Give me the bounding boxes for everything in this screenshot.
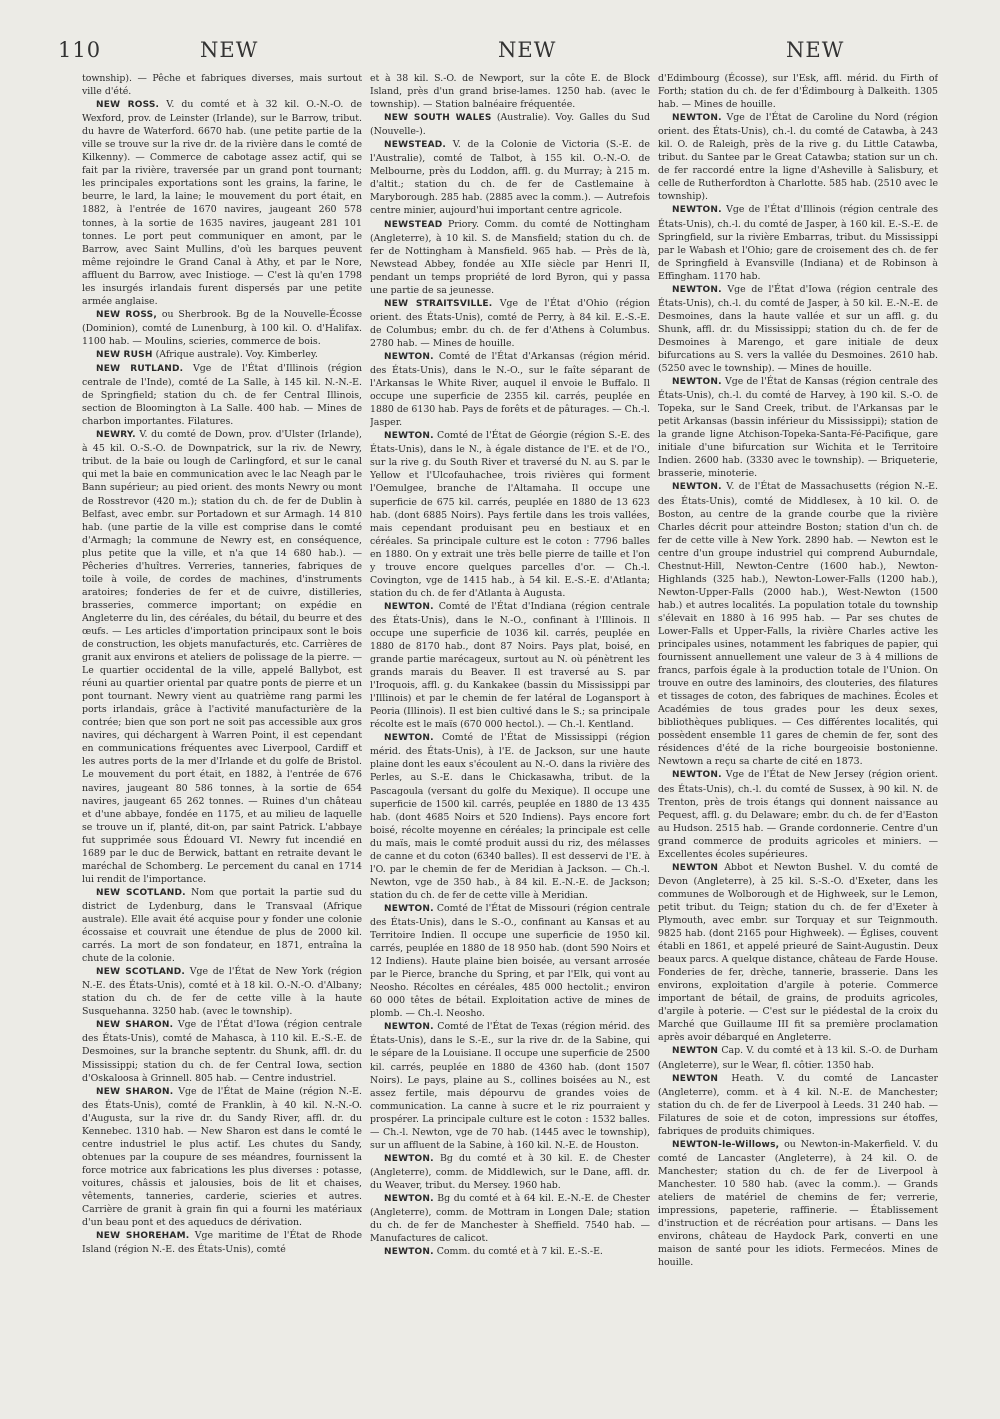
entry-text: Vge de l'État de Kansas (région centrale des États-Unis), ch.-l. du comté de Harvey, à 190 kil. S.-O. de Topeka, sur le Sand Creek, tribut. de l'Arkansas par le petit Arkansas (bassin inférieur du Mississippi); station de la grande ligne Atchison-Topeka-Santa-Fé-Pacifique, gare initiale d'une bifurcation sur Wichita et le Territoire Indien. 2600 hab. (3330 avec le township). — Briqueterie, brasserie, minoterie. <box>658 376 938 480</box>
dictionary-entry <box>370 1192 650 1245</box>
dictionary-entry <box>82 348 362 362</box>
column-left <box>82 72 362 1402</box>
entry-text: Vge de l'État d'Iowa (région centrale des États-Unis), comté de Mahasca, à 110 kil. E.-S.-E. de Desmoines, sur la branche septentr. du Shunk, affl. dr. du Mississippi; station du ch. de fer Central Iowa, section d'Oskaloosa à Grinnell. 805 hab. — Centre industriel. <box>82 1019 362 1084</box>
dictionary-entry <box>658 203 938 282</box>
dictionary-entry <box>370 218 650 297</box>
entry-text: V. du comté et à 32 kil. O.-N.-O. de Wexford, prov. de Leinster (Irlande), sur le Barrow, tribut. du havre de Waterford. 6670 hab. (une petite partie de la ville se trouve sur la rive dr. de la rivière dans le comté de Kilkenny). — Commerce de cabotage assez actif, qui se fait par la rivière, traversée par un grand pont tournant; les principales exportations sont les grains, la farine, le beurre, le lard, la laine; le mouvement du port était, en 1882, à l'entrée de 1670 navires, jaugeant 260 578 tonnes, à la sortie de 1635 navires, jaugeant 281 101 tonnes. Le port peut communiquer en amont, par le Barrow, avec Saint Mullins, d'où les barques peuvent même rejoindre le Grand Canal à Athy, et par le Nore, affluent du Barrow, avec Inistioge. — C'est là qu'en 1798 les insurgés irlandais furent dispersés par une petite armée anglaise. <box>82 99 362 307</box>
dictionary-entry <box>658 1044 938 1071</box>
entry-text: Comté de l'État d'Indiana (région centrale des États-Unis), dans le N.-O., confinant à l'Illinois. Il occupe une superficie de 1036 kil. carrés, peuplée en 1880 de 8170 hab., dont 87 Noirs. Pays plat, boisé, en grande partie marécageux, surtout au N. où pénètrent les grands marais du Beaver. Il est traversé au S. par l'Iroquois, affl. g. du Kankakee (bassin du Mississippi par l'Illinois) et par le chemin de fer latéral de Logansport à Peoria (Illinois). Il est bien cultivé dans le S.; sa principale récolte est le maïs (670 000 hectol.). — Ch.-l. Kentland. <box>370 600 650 731</box>
entry-headword: NEWTON. <box>384 1153 434 1164</box>
dictionary-entry <box>658 375 938 480</box>
entry-headword: NEWTON. <box>384 1247 434 1258</box>
entry-text: Vge de l'État de Maine (région N.-E. des États-Unis), comté de Franklin, à 40 kil. N.-N.-O. d'Augusta, sur la rive dr. du Sandy River, affl. dr. du Kennebec. 1310 hab. — New Sharon est dans le comté le centre industriel le plus actif. Les chutes du Sandy, obtenues par la coupure de ses méandres, fournissent la force motrice aux fabrications les plus diverses : potasse, voitures, châssis et jalousies, bois de lit et chaises, vêtements, tanneries, carderie, scieries et autres. Carrière de granit à grain fin qui a fourni les matériaux d'un beau pont et des aqueducs de dérivation. <box>82 1085 362 1229</box>
entry-text: Nom que portait la partie sud du district de Lydenburg, dans le Transvaal (Afrique australe). Elle avait été acquise pour y fonder une colonie écossaise et couvrait une étendue de plus de 2000 kil. carrés. La mort de son fondateur, en 1871, entraîna la chute de la colonie. <box>82 886 362 965</box>
running-head-right: NEW <box>786 38 845 62</box>
dictionary-entry <box>370 297 650 350</box>
dictionary-entry <box>370 902 650 1020</box>
dictionary-entry <box>370 600 650 731</box>
entry-headword: NEWTON. <box>384 601 434 612</box>
entry-text: Vge maritime de l'État de Rhode Island (région N.-E. des États-Unis), comté <box>82 1230 362 1256</box>
dictionary-entry <box>82 308 362 348</box>
page-header <box>58 38 940 68</box>
entry-text: Vge de l'État d'Ohio (région orient. des États-Unis), comté de Perry, à 84 kil. E.-S.-E. de Columbus; embr. du ch. de fer d'Athens à Columbus. 2780 hab. — Mines de houille. <box>370 297 650 349</box>
entry-text: Vge de l'État de New Jersey (région orient. des États-Unis), ch.-l. du comté de Sussex, à 90 kil. N. de Trenton, près de trois étangs qui donnent naissance au Pequest, affl. g. du Delaware; embr. du ch. de fer d'Easton au Hudson. 2515 hab. — Grande cordonnerie. Centre d'un grand commerce de produits agricoles et miniers. — Excellentes écoles supérieures. <box>658 769 938 860</box>
entry-headword: NEW SHARON. <box>96 1020 174 1031</box>
entry-headword: NEW ROSS. <box>96 100 160 111</box>
dictionary-entry <box>658 861 938 1045</box>
dictionary-entry <box>658 1138 938 1269</box>
dictionary-entry <box>370 111 650 138</box>
dictionary-entry <box>82 1085 362 1230</box>
entry-headword: NEWTON. <box>384 351 434 362</box>
dictionary-entry <box>370 429 650 600</box>
dictionary-entry <box>370 1245 650 1259</box>
entry-headword: NEW SOUTH WALES <box>384 113 492 124</box>
entry-headword: NEWTON-le-Willows, <box>672 1139 780 1150</box>
dictionary-entry <box>370 1020 650 1151</box>
entry-text: d'Edimbourg (Écosse), sur l'Esk, affl. mérid. du Firth of Forth; station du ch. de fer d'Édimbourg à Dalkeith. 1305 hab. — Mines de houille. <box>658 73 938 111</box>
entry-headword: NEWSTEAD <box>384 219 443 230</box>
entry-text: township). — Pêche et fabriques diverses, mais surtout ville d'été. <box>82 73 362 98</box>
entry-headword: NEWTON. <box>672 205 722 216</box>
text-columns <box>82 72 958 1402</box>
entry-text: ou Newton-in-Makerfield. V. du comté de Lancaster (Angleterre), à 24 kil. O. de Manchester; station du ch. de fer de Liverpool à Manchester. 10 580 hab. (avec la comm.). — Grands ateliers de matériel de chemins de fer; verrerie, impressions, papeterie, raffinerie. — Établissement d'instruction et de récréation pour artisans. — Dans les environs, château de Haydock Park, converti en une maison de santé pour les idiots. Fermecéos. Mines de houille. <box>658 1138 938 1269</box>
entry-headword: NEWTON. <box>672 482 722 493</box>
entry-headword: NEW SHARON. <box>96 1086 174 1097</box>
entry-headword: NEWTON. <box>672 770 722 781</box>
entry-text: ou Sherbrook. Bg de la Nouvelle-Écosse (Dominion), comté de Lunenburg, à 100 kil. O. d'Halifax. 1100 hab. — Moulins, scieries, commerce de bois. <box>82 308 362 347</box>
entry-headword: NEWTON. <box>384 903 434 914</box>
dictionary-entry <box>82 72 362 98</box>
entry-text: Vge de l'État d'Illinois (région centrale des États-Unis), ch.-l. du comté de Jasper, à 160 kil. E.-S.-E. de Springfield, sur la rivière Embarras, tribut. du Mississippi par le Wabash et l'Ohio; gare de croisement des ch. de fer de Springfield à Evansville (Indiana) et de Robinson à Effingham. 1170 hab. <box>658 204 938 282</box>
entry-headword: NEW ROSS, <box>96 309 157 320</box>
entry-headword: NEWTON <box>672 1073 719 1084</box>
dictionary-entry <box>658 72 938 111</box>
dictionary-entry <box>370 350 650 429</box>
entry-headword: NEWSTEAD. <box>384 140 447 151</box>
page-number: 110 <box>58 38 102 62</box>
entry-headword: NEWTON. <box>672 113 722 124</box>
dictionary-entry <box>370 72 650 111</box>
entry-headword: NEW SCOTLAND. <box>96 967 186 978</box>
entry-text: Comté de l'État de Texas (région mérid. des États-Unis), dans le S.-E., sur la rive dr. de la Sabine, qui le sépare de la Louisiane. Il occupe une superficie de 2500 kil. carrés, peuplée en 1880 de 4360 hab. (dont 1507 Noirs). Le pays, plaine au S., collines boisées au N., est assez fertile, mais dépourvu de grandes voies de communication. La canne à sucre et le riz pourraient y prospérer. La principale culture est le coton : 1532 balles. — Ch.-l. Newton, vge de 70 hab. (1445 avec le township), sur un affluent de la Sabine, à 160 kil. N.-E. de Houston. <box>370 1021 650 1151</box>
dictionary-entry <box>82 362 362 428</box>
entry-text: Comm. du comté et à 7 kil. E.-S.-E. <box>436 1246 603 1258</box>
entry-text: Vge de l'État de Caroline du Nord (région orient. des États-Unis), ch.-l. du comté de Catawba, à 243 kil. O. de Raleigh, près de la rive g. du Little Catawba, tribut. du Santee par le Great Catawba; station sur un ch. de fer raccordé entre la ligne d'Asheville à Salisbury, et celle de Rutherfordton à Charlotte. 585 hab. (2510 avec le township). <box>658 112 938 203</box>
entry-text: Comté de l'État de Géorgie (région S.-E. des États-Unis), dans le N., à égale distance de l'E. et de l'O., sur la rive g. du South River et traversé du N. au S. par le Yellow et l'Ulcofauhachee, trois rivières qui forment l'Oemulgee, branche de l'Altamaha. Il occupe une superficie de 675 kil. carrés, peuplée en 1880 de 13 623 hab. (dont 6885 Noirs). Pays fertile dans les trois vallées, mais cependant produisant peu en bestiaux et en céréales. Sa principale culture est le coton : 7796 balles en 1880. On y extrait une très belle pierre de taille et l'on y trouve encore quelques parcelles d'or. — Ch.-l. Covington, vge de 1415 hab., à 54 kil. E.-S.-E. d'Atlanta; station du ch. de fer d'Atlanta à Augusta. <box>370 430 650 599</box>
entry-text: (Afrique australe). Voy. Kimberley. <box>155 348 318 360</box>
entry-text: Comté de l'État de Missouri (région centrale des États-Unis), dans le S.-O., confinant au Kansas et au Territoire Indien. Il occupe une superficie de 1950 kil. carrés, peuplée en 1880 de 18 950 hab. (dont 590 Noirs et 12 Indiens). Haute plaine bien boisée, au versant arrosée par le Pierce, branche du Spring, et par l'Elk, qui vont au Neosho. Récoltes en céréales, 485 000 hectolit.; environ 60 000 têtes de bétail. Exploitation active de mines de plomb. — Ch.-l. Neosho. <box>370 902 650 1020</box>
entry-text: (Australie). Voy. Galles du Sud (Nouvelle-). <box>370 112 650 138</box>
dictionary-entry <box>370 138 650 217</box>
entry-headword: NEW RUSH <box>96 349 153 360</box>
dictionary-entry <box>82 965 362 1018</box>
entry-headword: NEWTON. <box>672 284 722 295</box>
entry-headword: NEWTON. <box>672 377 722 388</box>
dictionary-entry <box>658 111 938 203</box>
dictionary-entry <box>370 1152 650 1192</box>
entry-text: Vge de l'État d'Illinois (région centrale de l'Inde), comté de La Salle, à 145 kil. N.-N.-E. de Springfield; station du ch. de fer Central Illinois, section de Bloomington à La Salle. 400 hab. — Mines de charbon importantes. Filatures. <box>82 363 362 428</box>
entry-text: Bg du comté et à 64 kil. E.-N.-E. de Chester (Angleterre), comm. de Mottram in Longen Dale; station du ch. de fer de Manchester à Sheffield. 7540 hab. — Manufactures de calicot. <box>370 1192 650 1245</box>
entry-text: Cap. V. du comté et à 13 kil. S.-O. de Durham (Angleterre), sur le Wear, fl. côtier. 1350 hab. <box>658 1045 938 1071</box>
running-head-left: NEW <box>200 38 259 62</box>
entry-headword: NEWTON <box>672 1046 719 1057</box>
entry-text: V. du comté de Down, prov. d'Ulster (Irlande), à 45 kil. O.-S.-O. de Downpatrick, sur la riv. de Newry, tribut. de la baie ou lough de Carlingford, et sur le canal qui met la baie en communication avec le lac Neagh par le Bann supérieur; au pied orient. des monts Newry ou mont de Rosstrevor (420 m.); station du ch. de fer de Dublin à Belfast, avec embr. sur Portadown et sur Armagh. 14 810 hab. (une partie de la ville est comprise dans le comté d'Armagh; la commune de Newry est, en conséquence, plus petite que la ville, et n'a que 14 680 hab.). — Pêcheries d'huîtres. Verreries, tanneries, fabriques de toile à voile, de cordes de machines, d'instruments aratoires; fonderies de fer et de cuivre, distilleries, brasseries, commerce important; on expédie en Angleterre du lin, des céréales, du bétail, du beurre et des œufs. — Les articles d'importation principaux sont le bois de construction, les objets manufacturés, etc. Carrières de granit aux environs et ateliers de polissage de la pierre. — Le quartier occidental de la ville, appelé Ballybot, est réuni au quartier oriental par quatre ponts de pierre et un pont tournant. Newry vient au quatrième rang parmi les ports irlandais, grâce à l'activité manufacturière de la contrée; bien que son port ne soit pas accessible aux gros navires, qui déchargent à Warren Point, il est cependant en communications fréquentes avec Liverpool, Cardiff et les autres ports de la mer d'Irlande et du golfe de Bristol. Le mouvement du port était, en 1882, à l'entrée de 676 navires, jaugeant 80 586 tonnes, à la sortie de 654 navires, jaugeant 65 262 tonnes. — Ruines d'un château et d'une abbaye, fondée en 1175, et au milieu de laquelle se trouve un if, planté, dit-on, par saint Patrick. L'abbaye fut supprimée sous Édouard VI. Newry fut incendié en 1689 par le duc de Berwick, battant en retraite devant le maréchal de Schomberg. Le percement du canal en 1714 lui rendit de l'importance. <box>82 429 362 885</box>
entry-text: Priory. Comm. du comté de Nottingham (Angleterre), à 10 kil. S. de Mansfield; station du ch. de fer de Nottingham à Mansfield. 965 hab. — Près de là, Newstead Abbey, fondée au XIIe siècle par Henri II, pendant un temps propriété de lord Byron, qui y passa une partie de sa jeunesse. <box>370 218 650 296</box>
entry-headword: NEW SCOTLAND. <box>96 887 186 898</box>
dictionary-entry <box>370 731 650 902</box>
dictionary-entry <box>658 768 938 860</box>
column-right <box>658 72 938 1402</box>
entry-headword: NEWTON <box>672 862 719 873</box>
dictionary-entry <box>658 480 938 768</box>
entry-text: Abbot et Newton Bushel. V. du comté de Devon (Angleterre), à 25 kil. S.-S.-O. d'Exeter, dans les communes de Wolborough et de Highweek, sur le Lemon, petit tribut. du Teign; station du ch. de fer d'Exeter à Plymouth, avec embr. sur Torquay et sur Teignmouth. 9825 hab. (dont 2165 pour Highweek). — Églises, couvent établi en 1861, et appelé prieuré de Saint-Augustin. Deux beaux parcs. A quelque distance, château de Farde House. Fonderies de fer, drèche, tannerie, brasserie. Dans les environs, exploitation d'argile à poterie. Commerce important de bétail, de grains, de produits agricoles, d'argile à poterie. — C'est sur le piédestal de la croix du Marché que Guillaume III fit sa première proclamation après avoir débarqué en Angleterre. <box>658 861 938 1044</box>
entry-text: V. de l'État de Massachusetts (région N.-E. des États-Unis), comté de Middlesex, à 10 kil. O. de Boston, au centre de la grande courbe que la rivière Charles décrit pour atteindre Boston; station d'un ch. de fer de cette ville à New York. 2890 hab. — Newton est le centre d'un groupe industriel qui comprend Auburndale, Chestnut-Hill, Newton-Centre (1600 hab.), Newton-Highlands (325 hab.), Newton-Lower-Falls (1200 hab.), Newton-Upper-Falls (2000 hab.), West-Newton (1500 hab.) et autres localités. La population totale du township s'élevait en 1880 à 16 995 hab. — Par ses chutes de Lower-Falls et Upper-Falls, la rivière Charles active les principales usines, notamment les fabriques de papier, qui fournissent annuellement une valeur de 3 à 4 millions de francs, parfois égale à la production totale de l'Union. On trouve en outre des laminoirs, des clouteries, des filatures et tissages de coton, des fabriques de machines. Écoles et Académies de tous grades pour les deux sexes, bibliothèques publiques. — Ces différentes localités, qui possèdent ensemble 11 gares de chemin de fer, sont des résidences d'été de la riche bourgeoisie bostonienne. Newtown a reçu sa charte de cité en 1873. <box>658 481 938 768</box>
entry-text: Heath. V. du comté de Lancaster (Angleterre), comm. et à 4 kil. N.-E. de Manchester; station du ch. de fer de Liverpool à Leeds. 31 240 hab. — Filatures de soie et de coton, impressions sur étoffes, fabriques de produits chimiques. <box>658 1072 938 1137</box>
dictionary-entry <box>82 98 362 308</box>
dictionary-entry <box>658 1072 938 1138</box>
entry-headword: NEWTON. <box>384 431 434 442</box>
entry-headword: NEWTON. <box>384 1193 434 1204</box>
entry-text: Bg du comté et à 30 kil. E. de Chester (Angleterre), comm. de Middlewich, sur le Dane, affl. dr. du Weaver, tribut. du Mersey. 1960 hab. <box>370 1152 650 1191</box>
dictionary-entry <box>658 283 938 375</box>
dictionary-entry <box>82 1229 362 1256</box>
running-head-center: NEW <box>498 38 557 62</box>
entry-text: Vge de l'État d'Iowa (région centrale des États-Unis), ch.-l. du comté de Jasper, à 50 kil. E.-N.-E. de Desmoines, dans la haute vallée et sur un affl. g. du Shunk, affl. dr. du Mississippi; station du ch. de fer de Desmoines à Marengo, et gare initiale de deux bifurcations au S. vers la vallée du Desmoines. 2610 hab. (5250 avec le township). — Mines de houille. <box>658 283 938 375</box>
dictionary-entry <box>82 428 362 886</box>
entry-headword: NEW SHOREHAM. <box>96 1231 190 1242</box>
entry-headword: NEW STRAITSVILLE. <box>384 298 493 309</box>
entry-text: et à 38 kil. S.-O. de Newport, sur la côte E. de Block Island, près d'un grand brise-lames. 1250 hab. (avec le township). — Station balnéaire fréquentée. <box>370 73 650 111</box>
entry-text: Comté de l'État de Mississippi (région mérid. des États-Unis), à l'E. de Jackson, sur une haute plaine dont les eaux s'écoulent au N.-O. dans la rivière des Perles, au S.-E. dans le Chickasawha, tribut. de la Pascagoula (versant du golfe du Mexique). Il occupe une superficie de 1500 kil. carrés, peuplée en 1880 de 13 435 hab. (dont 4685 Noirs et 520 Indiens). Pays encore fort boisé, récolte moyenne en céréales; la principale est celle du maïs, mais le comté produit aussi du riz, des mélasses de canne et du coton (6340 balles). Il est desservi de l'E. à l'O. par le chemin de fer de Meridian à Jackson. — Ch.-l. Newton, vge de 350 hab., à 84 kil. E.-N.-E. de Jackson; station du ch. de fer de cette ville à Meridian. <box>370 732 650 901</box>
dictionary-entry <box>82 1018 362 1084</box>
entry-headword: NEWTON. <box>384 1022 434 1033</box>
entry-text: Comté de l'État d'Arkansas (région mérid. des États-Unis), dans le N.-O., sur le faîte séparant de l'Arkansas le White River, auquel il envoie le Buffalo. Il occupe une superficie de 2355 kil. carrés, peuplée en 1880 de 6130 hab. Pays de forêts et de pâturages. — Ch.-l. Jasper. <box>370 350 650 429</box>
entry-headword: NEWTON. <box>384 733 434 744</box>
entry-headword: NEWRY. <box>96 430 136 441</box>
entry-text: Vge de l'État de New York (région N.-E. des États-Unis), comté et à 18 kil. O.-N.-O. d'Albany; station du ch. de fer de cette ville à la haute Susquehanna. 3250 hab. (avec le township). <box>82 966 362 1018</box>
column-middle <box>370 72 650 1402</box>
entry-text: V. de la Colonie de Victoria (S.-E. de l'Australie), comté de Talbot, à 155 kil. O.-N.-O. de Melbourne, près du Loddon, affl. g. du Murray; à 215 m. d'altit.; station du ch. de fer de Castlemaine à Maryborough. 285 hab. (2885 avec la comm.). — Autrefois centre minier, aujourd'hui important centre agricole. <box>370 139 650 217</box>
entry-headword: NEW RUTLAND. <box>96 364 184 375</box>
dictionary-entry <box>82 886 362 965</box>
